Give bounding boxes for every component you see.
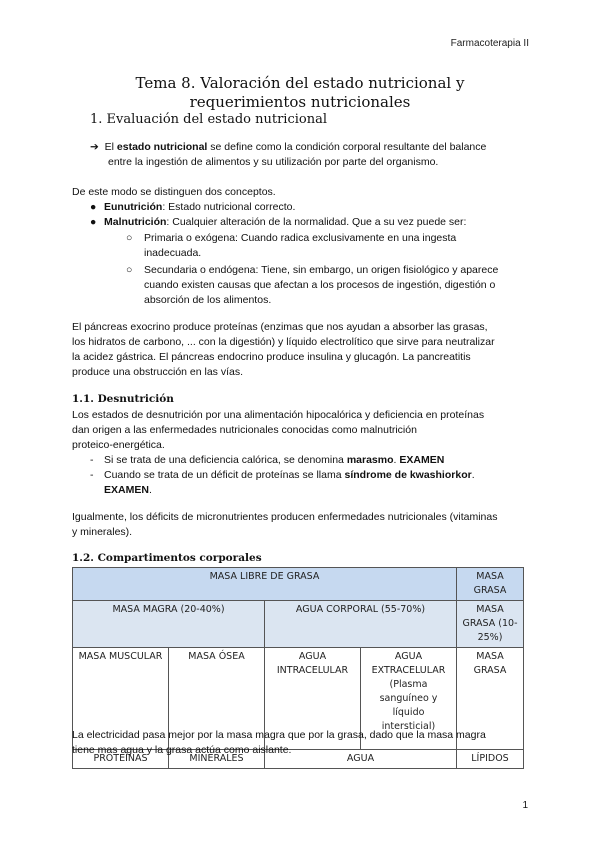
page-title-line-2: requerimientos nutricionales	[189, 93, 411, 111]
bullet-eunutricion	[90, 200, 295, 216]
desnutricion-line-1: Los estados de desnutrición por una alimentación hipocalórica y deficiencia en proteínas	[72, 409, 485, 421]
dash2-pre: Cuando se trata de un déficit de proteínas se llama	[104, 469, 345, 481]
micro-line-2: y minerales).	[72, 526, 133, 538]
table-cell: AGUA CORPORAL (55-70%)	[265, 601, 457, 648]
term-malnutricion: Malnutrición	[104, 216, 167, 228]
sub-item-secundaria: Secundaria o endógena: Tiene, sin embargo, un origen fisiológico y aparece	[144, 264, 499, 276]
arrow-paragraph-line2: entre la ingestión de alimentos y su utilización por parte del organismo.	[108, 156, 439, 168]
dash1-pre: Si se trata de una deficiencia calórica, se denomina	[104, 454, 347, 466]
desnutricion-line-3: proteico-energética.	[72, 439, 165, 451]
page-title-line-1: Tema 8. Valoración del estado nutricional y	[135, 74, 465, 92]
table-row	[73, 601, 524, 648]
dash-kwashiorkor	[90, 468, 475, 484]
bullet-dot-icon: ●	[90, 201, 97, 213]
arrow-pre: El	[104, 141, 117, 153]
table-cell: AGUA EXTRACELULAR (Plasma sanguíneo y líquido intersticial)	[361, 648, 457, 750]
dash-icon: -	[90, 469, 94, 481]
desnutricion-line-2: dan origen a las enfermedades nutricionales conocidas como malnutrición	[72, 424, 417, 436]
table-cell: LÍPIDOS	[457, 750, 524, 769]
concepts-intro: De este modo se distinguen dos conceptos.	[72, 186, 276, 198]
sub-item-secundaria-line3: absorción de los alimentos.	[144, 294, 272, 306]
arrow-paragraph	[90, 140, 530, 156]
circle-bullet-icon: ○	[126, 232, 133, 244]
circle-bullet-icon: ○	[126, 264, 133, 276]
table-cell: AGUA INTRACELULAR	[265, 648, 361, 750]
table-cell: MINERALES	[169, 750, 265, 769]
dash-icon: -	[90, 454, 94, 466]
term-kwashiorkor: síndrome de kwashiorkor	[344, 469, 472, 481]
pancreas-line-3: la acidez gástrica. El páncreas endocrino produce insulina y glucagón. La pancreatitis	[72, 351, 471, 363]
page-number: 1	[522, 800, 528, 811]
bullet-malnutricion	[90, 215, 466, 231]
table-cell: AGUA	[265, 750, 457, 769]
dash2-mid: .	[471, 469, 475, 481]
table-cell: MASA MUSCULAR	[73, 648, 169, 750]
dash-kwashiorkor-line2	[104, 483, 152, 499]
table-cell: MASA LIBRE DE GRASA	[73, 568, 457, 601]
dash-marasmo	[90, 453, 444, 469]
electricidad-line-2: tiene mas agua y la grasa actúa como aislante.	[72, 744, 292, 756]
term-eunutricion: Eunutrición	[104, 201, 163, 213]
bullet-dot-icon: ●	[90, 216, 97, 228]
arrow-icon: ➔	[90, 141, 99, 153]
dash2-end: .	[148, 484, 152, 496]
pancreas-line-4: produce una obstrucción en las vías.	[72, 366, 244, 378]
table-cell: MASA MAGRA (20-40%)	[73, 601, 265, 648]
malnutricion-text: : Cualquier alteración de la normalidad. Que a su vez puede ser:	[166, 216, 467, 228]
micro-line-1: Igualmente, los déficits de micronutrientes producen enfermedades nutricionales (vitaminas	[72, 511, 498, 523]
sub-item-primaria: Primaria o exógena: Cuando radica exclusivamente en una ingesta	[144, 232, 457, 244]
table-cell: MASA GRASA	[457, 648, 524, 750]
subsection-compartimentos: 1.2. Compartimentos corporales	[72, 552, 262, 564]
table-cell: MASA GRASA (10-25%)	[457, 601, 524, 648]
eunutricion-text: : Estado nutricional correcto.	[162, 201, 296, 213]
table-row	[73, 568, 524, 601]
arrow-post: se define como la condición corporal resultante del balance	[207, 141, 487, 153]
exam-tag: EXAMEN	[104, 484, 149, 496]
electricidad-line-1: La electricidad pasa mejor por la masa magra que por la grasa, dado que la masa magra	[72, 729, 486, 741]
sub-item-secundaria-line2: cuando existen causas que afectan a los procesos de ingestión, digestión o	[144, 279, 496, 291]
term-estado-nutricional: estado nutricional	[116, 141, 208, 153]
sub-item-primaria-line2: inadecuada.	[144, 247, 202, 259]
dash1-mid: .	[393, 454, 400, 466]
table-cell: PROTEÍNAS	[73, 750, 169, 769]
subsection-desnutricion: 1.1. Desnutrición	[72, 393, 174, 405]
pancreas-line-1: El páncreas exocrino produce proteínas (enzimas que nos ayudan a absorber las grasas,	[72, 321, 488, 333]
section-heading-1: 1. Evaluación del estado nutricional	[90, 112, 327, 127]
pancreas-line-2: los hidratos de carbono, ... con la digestión) y líquido electrolítico que sirve para neutralizar	[72, 336, 495, 348]
table-cell: MASA ÓSEA	[169, 648, 265, 750]
running-header: Farmacoterapia II	[450, 38, 529, 49]
table-cell: MASA GRASA	[457, 568, 524, 601]
term-marasmo: marasmo	[346, 454, 394, 466]
exam-tag: EXAMEN	[399, 454, 445, 466]
